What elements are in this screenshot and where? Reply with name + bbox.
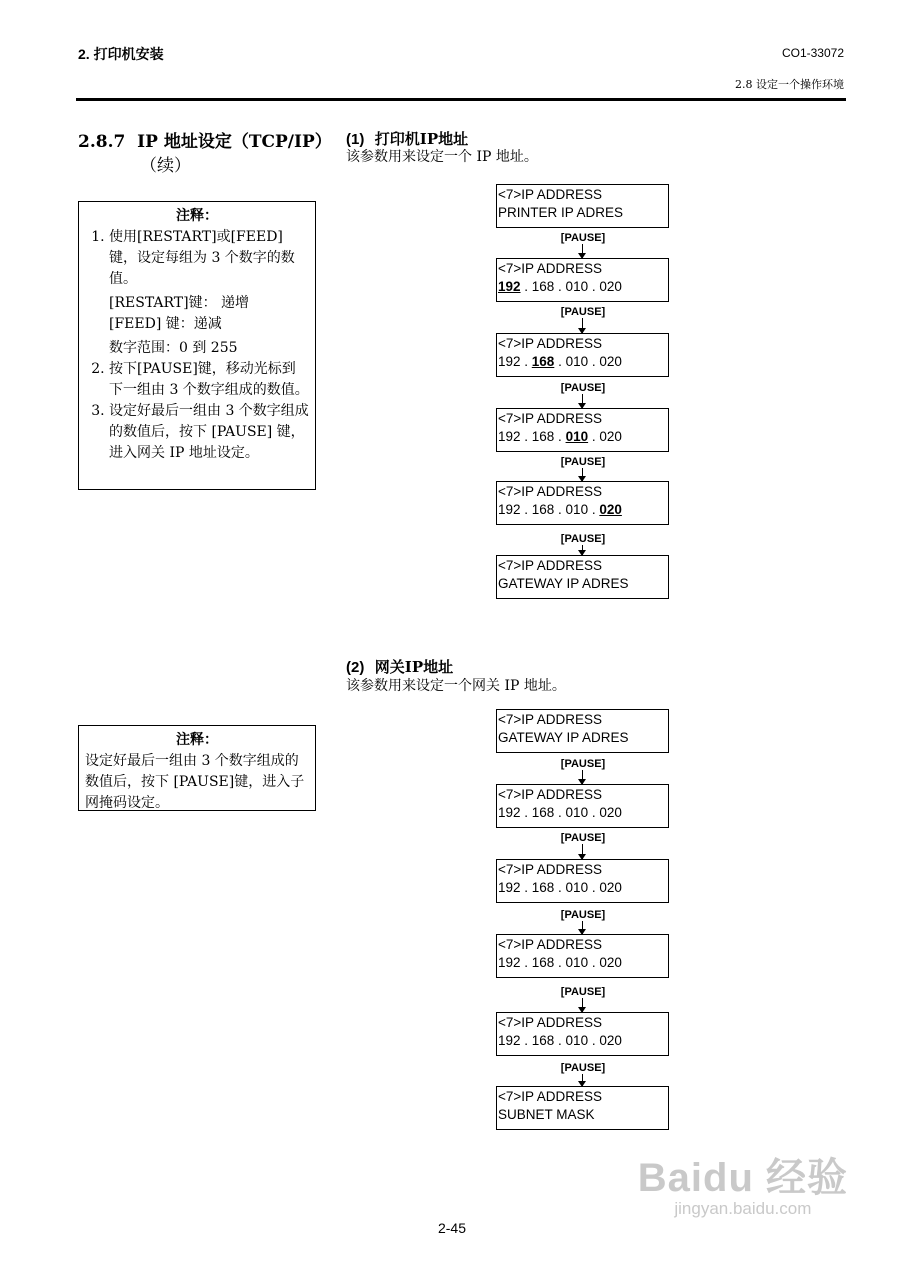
note-1-title: 注释： [176,208,218,224]
lcd-line-2: 192 . 168 . 010 . 020 [498,880,622,895]
lcd-line-1: <7>IP ADDRESS [498,862,603,877]
lcd-line-1: <7>IP ADDRESS [498,1089,603,1104]
note-2-title: 注释： [176,732,218,748]
lcd-line-2 [498,353,668,371]
lcd-line-2: 192 . 168 . 010 . 020 [498,955,622,970]
down-arrow-icon [582,318,583,333]
note-2-text: 设定好最后一组由 3 个数字组成的数值后，按下 [PAUSE]键，进入子网掩码设定。 [85,753,305,811]
note-1-range-line: 数字范围：0 到 255 [109,340,238,356]
down-arrow-icon [582,998,583,1012]
down-arrow-icon [582,770,583,784]
pause-label: [PAUSE] [560,758,606,770]
lcd-line-2: GATEWAY IP ADRES [498,576,629,591]
part-2-number: (2) [346,659,365,676]
part-1-number: (1) [346,131,365,148]
down-arrow-icon [582,844,583,859]
p1-lcd-6 [496,555,669,599]
p2-lcd-6 [496,1086,669,1130]
section-header: 2.8 设定一个操作环境 [735,78,844,91]
pause-label: [PAUSE] [560,382,606,394]
part-2-heading [346,658,453,677]
pause-label: [PAUSE] [560,306,606,318]
note-box-2 [78,725,316,811]
lcd-line-2 [498,501,668,519]
lcd-line-1: <7>IP ADDRESS [498,712,603,727]
lcd-text: . 020 [588,429,622,444]
section-number: 2.8.7 [78,132,126,152]
part-2-title: 网关IP地址 [374,658,454,676]
chapter-header: 2. 打印机安装 [78,46,164,62]
pause-label: [PAUSE] [560,909,606,921]
lcd-line-1: <7>IP ADDRESS [498,937,603,952]
lcd-cursor-field: 020 [599,502,622,517]
lcd-line-1: <7>IP ADDRESS [498,261,603,276]
p1-lcd-1 [496,184,669,228]
pause-label: [PAUSE] [560,232,606,244]
pause-label: [PAUSE] [560,456,606,468]
part-1-description: 该参数用来设定一个 IP 地址。 [346,149,538,165]
lcd-line-2: PRINTER IP ADRES [498,205,624,220]
pause-label: [PAUSE] [560,533,606,545]
lcd-text: 192 . 168 . [498,429,566,444]
p1-lcd-5 [496,481,669,525]
note-1-feed-line: [FEED] 键：递减 [109,316,222,332]
baidu-watermark [638,1146,848,1219]
pause-label: [PAUSE] [560,1062,606,1074]
lcd-line-2 [498,428,668,446]
lcd-text: 192 . [498,354,532,369]
lcd-line-2: 192 . 168 . 010 . 020 [498,805,622,820]
down-arrow-icon [582,1074,583,1086]
p2-lcd-1 [496,709,669,753]
section-continued: （续） [140,156,191,176]
watermark-url: jingyan.baidu.com [674,1199,812,1218]
lcd-text: . 010 . 020 [554,354,622,369]
lcd-line-2: SUBNET MASK [498,1107,595,1122]
p1-lcd-2 [496,258,669,302]
note-1-restart-line: [RESTART]键： 递增 [109,295,250,311]
doc-code: CO1-33072 [781,46,844,60]
p2-lcd-4 [496,934,669,978]
lcd-line-1: <7>IP ADDRESS [498,336,603,351]
p2-lcd-3 [496,859,669,903]
lcd-cursor-field: 192 [498,279,521,294]
note-1-item-3: 3. 设定好最后一组由 3 个数字组成的数值后，按下 [PAUSE] 键，进入网关 IP 地址设定。 [109,401,309,464]
lcd-line-1: <7>IP ADDRESS [498,1015,603,1030]
watermark-brand: Baidu 经验 [637,1156,848,1200]
lcd-text: 192 . 168 . 010 . [498,502,600,517]
pause-label: [PAUSE] [560,832,606,844]
note-1-item-1 [109,227,309,359]
part-1-heading [346,130,468,149]
p1-lcd-3 [496,333,669,377]
lcd-line-1: <7>IP ADDRESS [498,558,603,573]
note-1-item-1-text: 1. 使用[RESTART]或[FEED]键，设定每组为 3 个数字的数值。 [109,229,295,287]
lcd-line-1: <7>IP ADDRESS [498,411,603,426]
section-title-text: IP 地址设定（TCP/IP） [137,132,332,152]
down-arrow-icon [582,244,583,258]
lcd-cursor-field: 010 [565,429,589,444]
p2-lcd-5 [496,1012,669,1056]
lcd-text: . 168 . 010 . 020 [520,279,622,294]
lcd-line-2: GATEWAY IP ADRES [498,730,629,745]
down-arrow-icon [582,394,583,408]
lcd-line-1: <7>IP ADDRESS [498,787,603,802]
page-number: 2-45 [437,1220,467,1236]
p2-lcd-2 [496,784,669,828]
section-title [78,130,332,178]
lcd-line-2: 192 . 168 . 010 . 020 [498,1033,622,1048]
part-1-title: 打印机IP地址 [374,130,469,148]
lcd-cursor-field: 168 [531,354,555,369]
lcd-line-2 [498,278,668,296]
p1-lcd-4 [496,408,669,452]
lcd-line-1: <7>IP ADDRESS [498,484,603,499]
header-rule [76,98,846,101]
down-arrow-icon [582,921,583,934]
down-arrow-icon [582,545,583,555]
note-box-1 [78,201,316,490]
note-1-item-2: 2. 按下[PAUSE]键，移动光标到下一组由 3 个数字组成的数值。 [109,359,309,401]
down-arrow-icon [582,468,583,481]
part-2-description: 该参数用来设定一个网关 IP 地址。 [346,678,566,694]
pause-label: [PAUSE] [560,986,606,998]
lcd-line-1: <7>IP ADDRESS [498,187,603,202]
